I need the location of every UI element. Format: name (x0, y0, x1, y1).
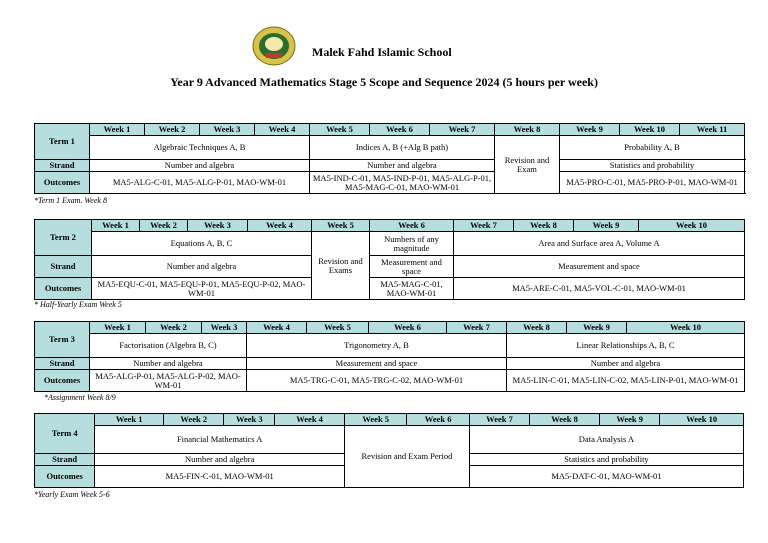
topic-cell: Trigonometry A, B (247, 334, 507, 358)
topic-cell: Area and Surface area A, Volume A (454, 232, 745, 256)
school-logo (252, 26, 296, 66)
strand-cell: Number and algebra (90, 358, 247, 370)
term-name: Term 3 (35, 322, 90, 358)
strand-cell: Number and algebra (95, 454, 345, 466)
term-name: Term 2 (35, 220, 92, 256)
revision-cell: Revision and Exam (495, 136, 560, 194)
outcomes-label: Outcomes (35, 172, 90, 194)
week-header: Week 3 (188, 220, 248, 232)
week-header: Week 8 (530, 414, 600, 426)
week-header: Week 2 (140, 220, 188, 232)
outcomes-cell: MA5-ALG-P-01, MA5-ALG-P-02, MAO-WM-01 (90, 370, 247, 392)
revision-cell: Revision and Exams (312, 232, 370, 300)
week-header: Week 5 (307, 322, 369, 334)
topic-cell: Equations A, B, C (92, 232, 312, 256)
week-header: Week 1 (90, 124, 145, 136)
week-header: Week 5 (312, 220, 370, 232)
topic-cell: Factorisation (Algebra B, C) (90, 334, 247, 358)
term-name: Term 4 (35, 414, 95, 454)
week-header: Week 10 (639, 220, 745, 232)
week-header: Week 7 (447, 322, 507, 334)
outcomes-cell: MA5-MAG-C-01, MAO-WM-01 (370, 278, 454, 300)
outcomes-cell: MA5-EQU-C-01, MA5-EQU-P-01, MA5-EQU-P-02, MAO-WM-01 (92, 278, 312, 300)
outcomes-label: Outcomes (35, 370, 90, 392)
page-title: Year 9 Advanced Mathematics Stage 5 Scope and Sequence 2024 (5 hours per week) (170, 75, 598, 89)
week-header: Week 6 (407, 414, 469, 426)
strand-cell: Number and algebra (310, 160, 495, 172)
topic-cell: Indices A, B (+Alg B path) (310, 136, 495, 160)
term1-table (34, 123, 745, 194)
week-header: Week 5 (310, 124, 370, 136)
week-header: Week 8 (495, 124, 560, 136)
strand-label: Strand (35, 358, 90, 370)
week-header: Week 3 (200, 124, 255, 136)
strand-label: Strand (35, 256, 92, 278)
outcomes-label: Outcomes (35, 278, 92, 300)
week-header: Week 1 (90, 322, 146, 334)
week-header: Week 10 (660, 414, 744, 426)
outcomes-cell: MA5-DAT-C-01, MAO-WM-01 (469, 466, 743, 488)
outcomes-label: Outcomes (35, 466, 95, 488)
term1-note: *Term 1 Exam. Week 8 (34, 196, 107, 205)
outcomes-cell: MA5-ARE-C-01, MA5-VOL-C-01, MAO-WM-01 (454, 278, 745, 300)
outcomes-cell: MA5-PRO-C-01, MA5-PRO-P-01, MAO-WM-01 (560, 172, 745, 194)
week-header: Week 11 (680, 124, 745, 136)
week-header: Week 10 (627, 322, 745, 334)
week-header: Week 2 (145, 124, 200, 136)
week-header: Week 2 (164, 414, 224, 426)
week-header: Week 6 (369, 322, 447, 334)
week-header: Week 9 (560, 124, 620, 136)
strand-cell: Number and algebra (507, 358, 745, 370)
week-header: Week 1 (92, 220, 140, 232)
week-header: Week 7 (430, 124, 495, 136)
week-header: Week 6 (370, 124, 430, 136)
term2-note: * Half-Yearly Exam Week 5 (34, 300, 122, 309)
strand-cell: Measurement and space (370, 256, 454, 278)
term3-note: *Assignment Week 8/9 (44, 393, 116, 402)
week-header: Week 8 (507, 322, 567, 334)
week-header: Week 7 (469, 414, 529, 426)
week-header: Week 6 (370, 220, 454, 232)
revision-cell: Revision and Exam Period (345, 426, 470, 488)
strand-cell: Measurement and space (454, 256, 745, 278)
week-header: Week 9 (567, 322, 627, 334)
term4-table (34, 413, 744, 488)
topic-cell: Financial Mathematics A (95, 426, 345, 454)
school-name: Malek Fahd Islamic School (312, 45, 452, 59)
week-header: Week 3 (202, 322, 247, 334)
topic-cell: Data Analysis A (469, 426, 743, 454)
week-header: Week 4 (248, 220, 312, 232)
week-header: Week 1 (95, 414, 164, 426)
week-header: Week 7 (454, 220, 514, 232)
week-header: Week 10 (620, 124, 680, 136)
strand-label: Strand (35, 160, 90, 172)
week-header: Week 3 (224, 414, 275, 426)
week-header: Week 4 (255, 124, 310, 136)
strand-cell: Number and algebra (92, 256, 312, 278)
outcomes-cell: MA5-LIN-C-01, MA5-LIN-C-02, MA5-LIN-P-01, MAO-WM-01 (507, 370, 745, 392)
strand-cell: Statistics and probability (560, 160, 745, 172)
topic-cell: Probability A, B (560, 136, 745, 160)
topic-cell: Numbers of any magnitude (370, 232, 454, 256)
term4-note: *Yearly Exam Week 5-6 (34, 490, 110, 499)
strand-cell: Measurement and space (247, 358, 507, 370)
week-header: Week 4 (275, 414, 345, 426)
outcomes-cell: MA5-TRG-C-01, MA5-TRG-C-02, MAO-WM-01 (247, 370, 507, 392)
outcomes-cell: MA5-IND-C-01, MA5-IND-P-01, MA5-ALG-P-01, MA5-MAG-C-01, MAO-WM-01 (310, 172, 495, 194)
topic-cell: Algebraic Techniques A, B (90, 136, 310, 160)
strand-label: Strand (35, 454, 95, 466)
week-header: Week 5 (345, 414, 407, 426)
outcomes-cell: MA5-FIN-C-01, MAO-WM-01 (95, 466, 345, 488)
outcomes-cell: MA5-ALG-C-01, MA5-ALG-P-01, MAO-WM-01 (90, 172, 310, 194)
topic-cell: Linear Relationships A, B, C (507, 334, 745, 358)
strand-cell: Number and algebra (90, 160, 310, 172)
term2-table (34, 219, 745, 300)
term3-table (34, 321, 745, 392)
week-header: Week 8 (514, 220, 574, 232)
term-name: Term 1 (35, 124, 90, 160)
strand-cell: Statistics and probability (469, 454, 743, 466)
week-header: Week 4 (247, 322, 307, 334)
week-header: Week 2 (146, 322, 202, 334)
week-header: Week 9 (600, 414, 660, 426)
week-header: Week 9 (574, 220, 639, 232)
